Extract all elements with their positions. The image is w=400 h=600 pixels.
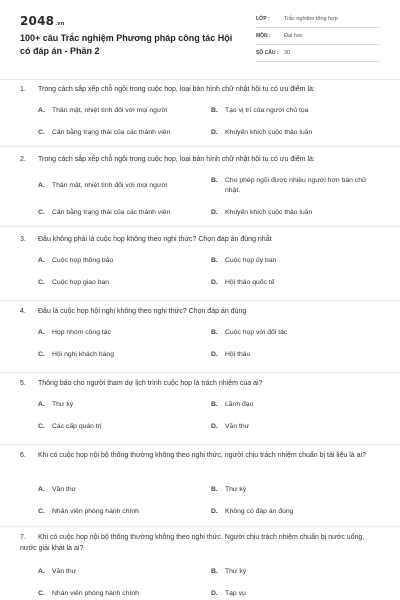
option-a[interactable] <box>38 328 111 338</box>
option-letter: A. <box>38 182 45 189</box>
option-letter: B. <box>211 486 218 493</box>
option-text: Không có đáp án đúng <box>225 508 294 515</box>
question-number: 6. <box>20 452 26 459</box>
option-letter: B. <box>211 568 218 575</box>
option-b[interactable] <box>211 256 276 266</box>
option-text: Khuyến khích cuộc thảo luận <box>225 129 313 136</box>
option-letter: D. <box>211 351 218 358</box>
option-letter: D. <box>211 508 218 515</box>
option-text: Cuộc họp với đối tác <box>225 329 288 336</box>
question-body: Đâu là cuộc họp hội nghị không theo nghi thức? Chọn đáp án đúng <box>38 308 247 315</box>
question-number: 7. <box>20 534 26 541</box>
option-letter: A. <box>38 329 45 336</box>
option-b[interactable] <box>211 567 246 577</box>
option-letter: C. <box>38 590 45 597</box>
option-letter: C. <box>38 351 45 358</box>
question-text <box>20 378 382 389</box>
option-c[interactable] <box>38 128 170 138</box>
site-logo[interactable] <box>20 14 65 28</box>
option-letter: A. <box>38 568 45 575</box>
option-text: Cho phép ngồi được nhiều người hơn bàn chữ nhật. <box>225 177 367 194</box>
header-divider <box>0 79 400 80</box>
meta-value: Trắc nghiệm tổng hợp <box>284 16 338 22</box>
option-b[interactable] <box>211 400 253 410</box>
option-text: Lãnh đạo <box>225 401 254 408</box>
question-body: Khi có cuộc họp nội bộ thông thường không theo nghi thức, người chịu trách nhiệm chuẩn bị tài liệu là ai? <box>38 452 366 459</box>
meta-label: SỐ CÂU : <box>256 50 279 56</box>
option-b[interactable] <box>211 328 287 338</box>
meta-class-row <box>256 13 380 28</box>
question-divider <box>0 300 400 301</box>
question-body: Đâu không phải là cuộc họp không theo nghi thức? Chọn đáp án đúng nhất <box>38 236 272 243</box>
meta-count-row <box>256 47 380 62</box>
option-letter: C. <box>38 279 45 286</box>
question-text <box>20 450 382 461</box>
question-divider <box>0 146 400 147</box>
option-a[interactable] <box>38 485 76 495</box>
question-divider <box>0 526 400 527</box>
option-letter: C. <box>38 209 45 216</box>
meta-subject-row <box>256 30 380 45</box>
option-letter: D. <box>211 423 218 430</box>
option-text: Khuyến khích cuộc thảo luận <box>225 209 313 216</box>
option-letter: B. <box>211 329 218 336</box>
question-body: Trong cách sắp xếp chỗ ngồi trong cuộc họp, loại bàn hình chữ nhật hội tụ có ưu điểm là: <box>38 86 315 93</box>
option-b[interactable] <box>211 176 375 196</box>
option-letter: D. <box>211 129 218 136</box>
option-text: Văn thư <box>52 486 77 493</box>
option-text: Nhân viên phòng hành chính <box>52 590 139 597</box>
logo-suffix: .vn <box>55 21 65 27</box>
option-text: Cân bằng trạng thái của các thành viên <box>52 129 171 136</box>
meta-label: MÔN : <box>256 33 271 39</box>
option-d[interactable] <box>211 507 293 517</box>
option-letter: C. <box>38 129 45 136</box>
option-c[interactable] <box>38 278 109 288</box>
option-text: Thân mật, nhiệt tình đối với mọi người <box>52 107 168 114</box>
option-a[interactable] <box>38 256 113 266</box>
option-letter: A. <box>38 486 45 493</box>
option-letter: D. <box>211 209 218 216</box>
option-a[interactable] <box>38 106 167 116</box>
question-number: 3. <box>20 236 26 243</box>
option-letter: B. <box>211 257 218 264</box>
option-c[interactable] <box>38 350 114 360</box>
option-text: Thân mật, nhiệt tình đối với mọi người <box>52 182 168 189</box>
question-divider <box>0 226 400 227</box>
option-a[interactable] <box>38 400 73 410</box>
question-text <box>20 306 382 317</box>
question-text <box>20 532 382 554</box>
option-d[interactable] <box>211 208 312 218</box>
option-text: Cuộc họp ủy ban <box>225 257 277 264</box>
document-title: 100+ câu Trắc nghiệm Phương pháp công tác Hội có đáp án - Phần 2 <box>20 33 233 56</box>
question-body: Khi có cuộc họp nội bộ thông thường không theo nghi thức. Người chịu trách nhiệm chuẩn bị nước uống, nước giải khát là ai? <box>20 534 365 552</box>
logo-text: 2048 <box>20 14 55 28</box>
question-divider <box>0 444 400 445</box>
option-a[interactable] <box>38 567 76 577</box>
question-number: 4. <box>20 308 26 315</box>
option-text: Hội nghị khách hàng <box>52 351 114 358</box>
option-text: Văn thư <box>52 568 77 575</box>
question-divider <box>0 372 400 373</box>
question-body: Thông báo cho người tham dự lịch trình cuộc họp là trách nhiệm của ai? <box>38 380 263 387</box>
option-text: Thư ký <box>52 401 74 408</box>
option-a[interactable] <box>38 181 167 191</box>
option-text: Hội thảo <box>225 351 251 358</box>
question-number: 5. <box>20 380 26 387</box>
option-letter: A. <box>38 401 45 408</box>
question-text <box>20 154 382 165</box>
option-d[interactable] <box>211 422 249 432</box>
option-c[interactable] <box>38 507 139 517</box>
option-text: Các cấp quản trị <box>52 423 102 430</box>
question-body: Trong cách sắp xếp chỗ ngồi trong cuộc họp, loại bàn hình chữ nhật hội tụ có ưu điểm là: <box>38 156 315 163</box>
meta-value: Đại học <box>284 33 303 39</box>
option-text: Tạp vụ <box>225 590 246 597</box>
option-d[interactable] <box>211 350 250 360</box>
option-text: Họp nhóm công tác <box>52 329 111 336</box>
option-text: Thư ký <box>225 568 247 575</box>
document-header <box>0 0 400 78</box>
option-letter: D. <box>211 590 218 597</box>
question-text <box>20 234 382 245</box>
meta-value: 30 <box>284 50 291 56</box>
option-b[interactable] <box>211 485 246 495</box>
option-letter: A. <box>38 257 45 264</box>
option-d[interactable] <box>211 278 275 288</box>
option-text: Tạo vị trí của người chủ tọa <box>225 107 309 114</box>
option-text: Cuộc họp giao ban <box>52 279 110 286</box>
option-c[interactable] <box>38 208 170 218</box>
option-letter: B. <box>211 177 218 184</box>
option-letter: C. <box>38 423 45 430</box>
option-text: Hội thảo quốc tế <box>225 279 275 286</box>
option-letter: B. <box>211 401 218 408</box>
question-number: 2. <box>20 156 26 163</box>
document-meta <box>256 13 380 64</box>
meta-label: LỚP : <box>256 16 270 22</box>
option-b[interactable] <box>211 106 308 116</box>
option-text: Văn thư <box>225 423 250 430</box>
option-letter: D. <box>211 279 218 286</box>
option-letter: A. <box>38 107 45 114</box>
option-d[interactable] <box>211 128 312 138</box>
option-c[interactable] <box>38 422 102 432</box>
option-letter: C. <box>38 508 45 515</box>
option-text: Thư ký <box>225 486 247 493</box>
option-text: Cân bằng trạng thái của các thành viên <box>52 209 171 216</box>
option-letter: B. <box>211 107 218 114</box>
option-text: Nhân viên phòng hành chính <box>52 508 139 515</box>
option-c[interactable] <box>38 589 139 599</box>
question-number: 1. <box>20 86 26 93</box>
question-text <box>20 84 382 95</box>
option-text: Cuộc họp thông báo <box>52 257 114 264</box>
option-d[interactable] <box>211 589 246 599</box>
